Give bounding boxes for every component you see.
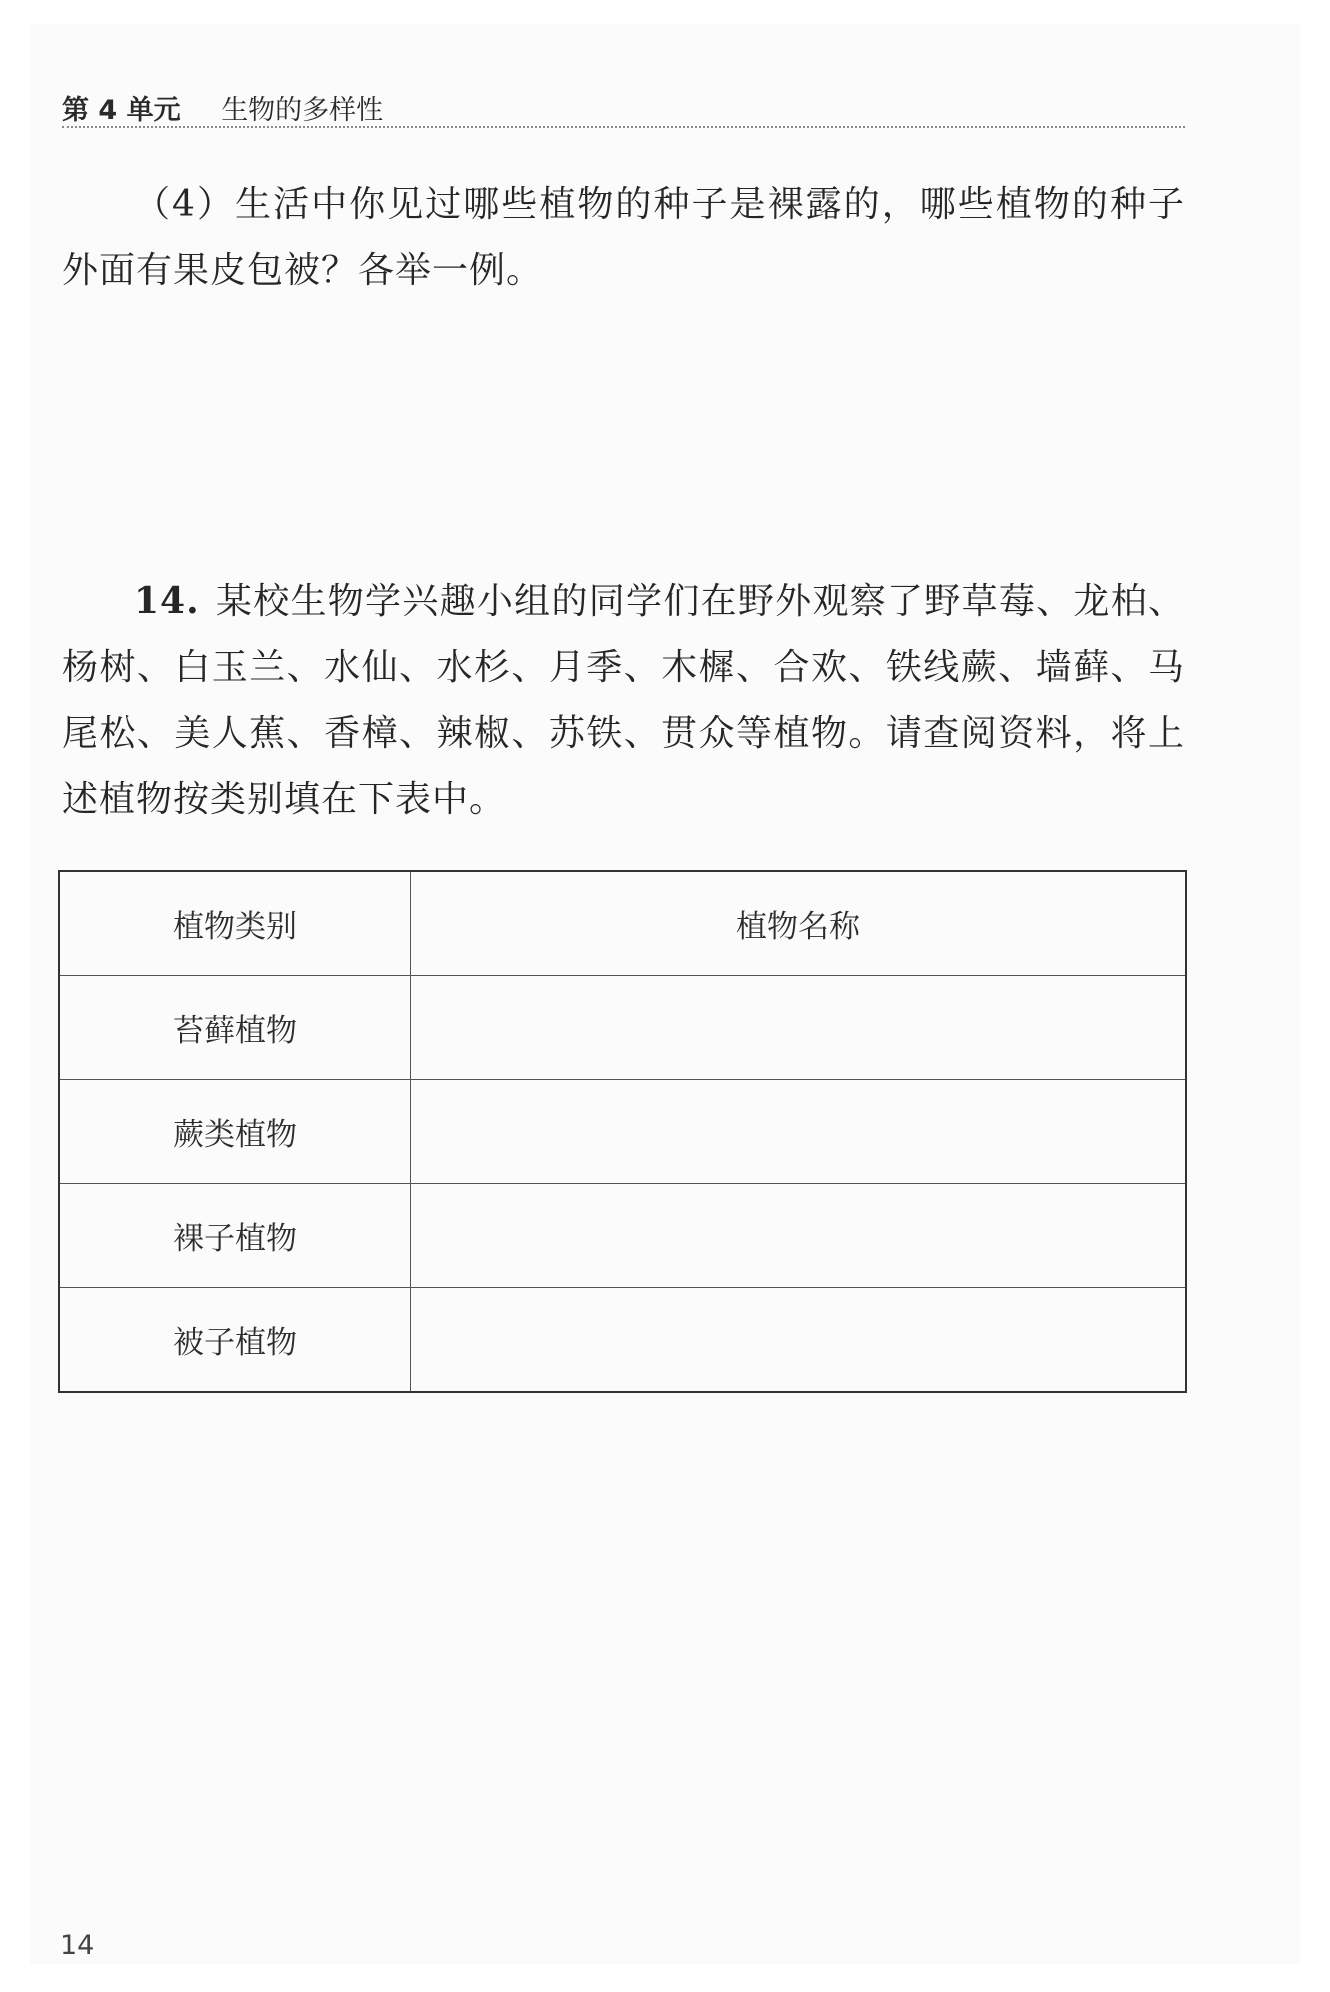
question-14-text: 某校生物学兴趣小组的同学们在野外观察了野草莓、龙柏、杨树、白玉兰、水仙、水杉、月季、木樨、合欢、铁线蕨、墙藓、马尾松、美人蕉、香樟、辣椒、苏铁、贯众等植物。请查阅资料，将上述植物按类别填在下表中。 <box>62 581 1185 820</box>
unit-label: 第 4 单元 <box>62 95 181 126</box>
unit-title: 生物的多样性 <box>221 95 384 126</box>
table-row <box>59 1288 1186 1393</box>
question-4-text: （4）生活中你见过哪些植物的种子是裸露的，哪些植物的种子外面有果皮包被？各举一例。 <box>62 184 1185 291</box>
header-plant-category: 植物类别 <box>59 871 411 976</box>
question-14-number: 14. <box>134 580 200 622</box>
table-row <box>59 1080 1186 1184</box>
answer-cell-moss[interactable] <box>411 976 1187 1080</box>
table-row <box>59 976 1186 1080</box>
page-number: 14 <box>60 1930 95 1961</box>
row-category-moss: 苔藓植物 <box>59 976 411 1080</box>
answer-cell-angiosperm[interactable] <box>411 1288 1187 1393</box>
table-row <box>59 1184 1186 1288</box>
plant-classification-table <box>58 870 1187 1393</box>
row-category-gymnosperm: 裸子植物 <box>59 1184 411 1288</box>
table-header-row <box>59 871 1186 976</box>
row-category-angiosperm: 被子植物 <box>59 1288 411 1393</box>
header-plant-name: 植物名称 <box>411 871 1187 976</box>
question-14 <box>62 568 1185 833</box>
answer-cell-fern[interactable] <box>411 1080 1187 1184</box>
running-header <box>62 88 1185 128</box>
answer-cell-gymnosperm[interactable] <box>411 1184 1187 1288</box>
row-category-fern: 蕨类植物 <box>59 1080 411 1184</box>
